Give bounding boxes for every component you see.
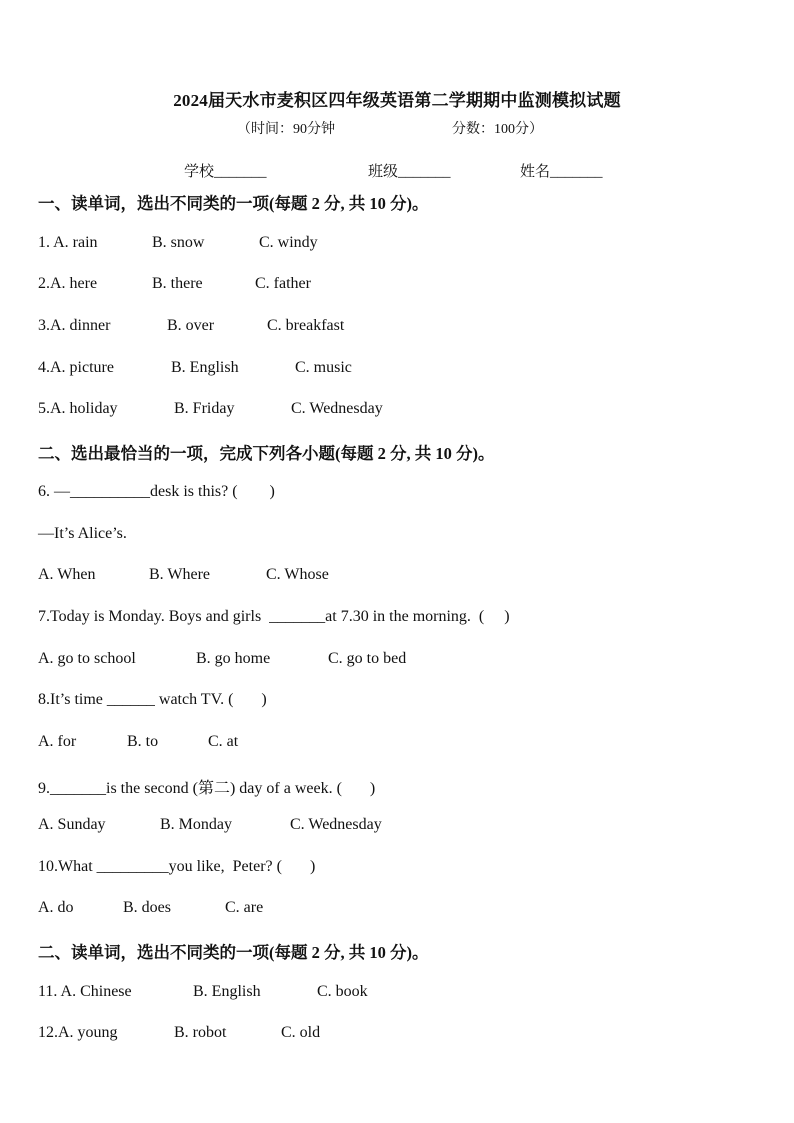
- question-2-option-c: C. father: [255, 275, 311, 292]
- question-7-option-c: C. go to bed: [328, 650, 407, 667]
- question-4-option-a: 4.A. picture: [38, 359, 114, 376]
- question-11-option-b: B. English: [193, 983, 261, 1000]
- question-1-option-b: B. snow: [152, 234, 205, 251]
- exam-title: 2024届天水市麦积区四年级英语第二学期期中监测模拟试题: [173, 91, 621, 110]
- question-7-stem: 7.Today is Monday. Boys and girls _______at 7.30 in the morning. ( ): [38, 608, 510, 625]
- question-5-option-b: B. Friday: [174, 400, 235, 417]
- question-8-option-c: C. at: [208, 733, 239, 750]
- question-6-stem: 6. —__________desk is this? ( ): [38, 483, 275, 500]
- question-10-stem: 10.What _________you like, Peter? ( ): [38, 858, 316, 875]
- question-10-option-c: C. are: [225, 899, 264, 916]
- question-10-option-b: B. does: [123, 899, 171, 916]
- question-12-option-b: B. robot: [174, 1024, 227, 1041]
- question-6-option-b: B. Where: [149, 566, 211, 583]
- school-field: 学校_______: [184, 164, 267, 180]
- question-8-option-a: A. for: [38, 733, 77, 750]
- question-8-option-b: B. to: [127, 733, 159, 750]
- question-2-option-b: B. there: [152, 275, 203, 292]
- question-5-option-c: C. Wednesday: [291, 400, 383, 417]
- question-2-option-a: 2.A. here: [38, 275, 98, 292]
- question-6-option-a: A. When: [38, 566, 96, 583]
- question-11-option-a: 11. A. Chinese: [38, 983, 132, 1000]
- question-9-stem: 9._______is the second (第二) day of a week. ( ): [38, 780, 376, 797]
- question-10-option-a: A. do: [38, 899, 74, 916]
- section-1-heading: 一、读单词，选出不同类的一项(每题 2 分, 共 10 分)。: [38, 194, 429, 213]
- question-1-option-a: 1. A. rain: [38, 234, 98, 251]
- question-5-option-a: 5.A. holiday: [38, 400, 118, 417]
- section-3-heading: 二、读单词，选出不同类的一项(每题 2 分, 共 10 分)。: [38, 943, 429, 962]
- question-11-option-c: C. book: [317, 983, 368, 1000]
- question-7-option-a: A. go to school: [38, 650, 136, 667]
- question-6-reply: —It’s Alice’s.: [38, 525, 127, 542]
- question-6-option-c: C. Whose: [266, 566, 329, 583]
- time-label: （时间：90分钟: [237, 122, 335, 137]
- score-label: 分数：100分）: [452, 122, 543, 137]
- question-8-stem: 8.It’s time ______ watch TV. ( ): [38, 691, 267, 708]
- question-3-option-b: B. over: [167, 317, 215, 334]
- name-field: 姓名_______: [520, 164, 603, 180]
- class-field: 班级_______: [368, 164, 451, 180]
- question-9-option-b: B. Monday: [160, 816, 232, 833]
- section-2-heading: 二、选出最恰当的一项，完成下列各小题(每题 2 分, 共 10 分)。: [38, 444, 495, 463]
- question-4-option-c: C. music: [295, 359, 352, 376]
- question-4-option-b: B. English: [171, 359, 239, 376]
- question-9-option-a: A. Sunday: [38, 816, 106, 833]
- question-12-option-a: 12.A. young: [38, 1024, 118, 1041]
- question-1-option-c: C. windy: [259, 234, 318, 251]
- question-9-option-c: C. Wednesday: [290, 816, 382, 833]
- question-12-option-c: C. old: [281, 1024, 321, 1041]
- question-3-option-a: 3.A. dinner: [38, 317, 111, 334]
- question-7-option-b: B. go home: [196, 650, 271, 667]
- question-3-option-c: C. breakfast: [267, 317, 345, 334]
